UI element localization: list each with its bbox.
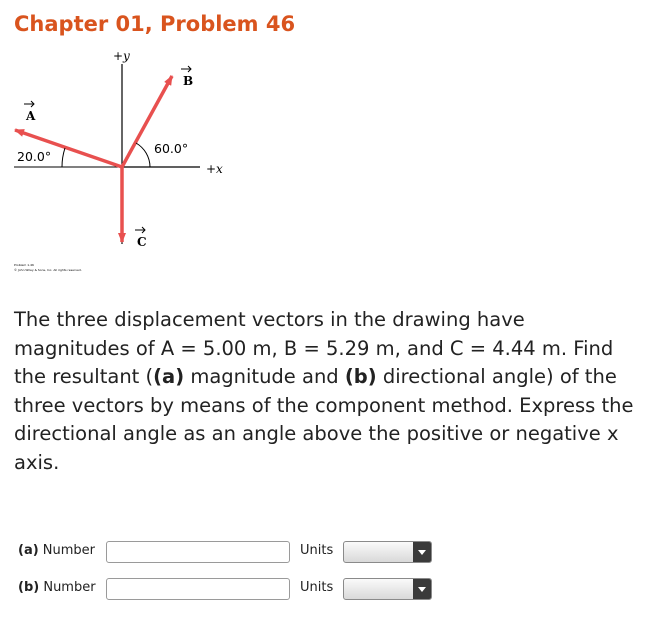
answer-b-label: (b) Number	[18, 580, 96, 595]
problem-text-1: The three displacement vectors in the drawing have magnitudes of A = 5.00 m, B = 5.29 m, and C = 4.44 m. Find the resultant (	[14, 308, 614, 388]
figure-credit-line-2: © John Wiley & Sons, Inc. All rights reserved.	[14, 268, 82, 272]
part-b-marker: (b)	[344, 365, 377, 388]
part-a-marker: (a)	[153, 365, 185, 388]
x-axis-label: +x	[206, 162, 223, 176]
answer-b-number-input[interactable]	[106, 578, 290, 600]
angle-b-label: 60.0°	[154, 141, 189, 156]
answer-a-number-input[interactable]	[106, 541, 290, 563]
problem-statement	[14, 306, 642, 477]
svg-text:B: B	[183, 74, 194, 88]
answer-a-label: (a) Number	[18, 543, 96, 558]
answer-b-units-select[interactable]	[343, 578, 432, 600]
answer-a-units-select[interactable]	[343, 541, 432, 563]
angle-b-arc	[136, 143, 150, 167]
svg-text:A: A	[26, 109, 36, 123]
angle-a-label: 20.0°	[17, 149, 52, 164]
svg-text:C: C	[137, 235, 147, 249]
y-axis-label: +y	[113, 49, 130, 63]
answer-a-units-label: Units	[300, 543, 334, 558]
problem-text-2: magnitude and	[184, 365, 345, 388]
vector-a-label	[24, 101, 36, 123]
chevron-down-icon	[413, 579, 431, 599]
vector-b-label	[181, 66, 193, 88]
answer-b-units-label: Units	[300, 580, 334, 595]
chevron-down-icon	[413, 542, 431, 562]
problem-text-3: directional angle) of the three vectors by means of the component method. Express the directional angle as an angle above the positive or negative x axis.	[14, 365, 634, 474]
vector-diagram	[0, 44, 240, 294]
vector-c-label	[135, 227, 147, 249]
angle-a-arc	[62, 148, 65, 167]
problem-title: Chapter 01, Problem 46	[14, 12, 296, 36]
figure-credit-line-1: Problem 1.46	[14, 263, 34, 267]
